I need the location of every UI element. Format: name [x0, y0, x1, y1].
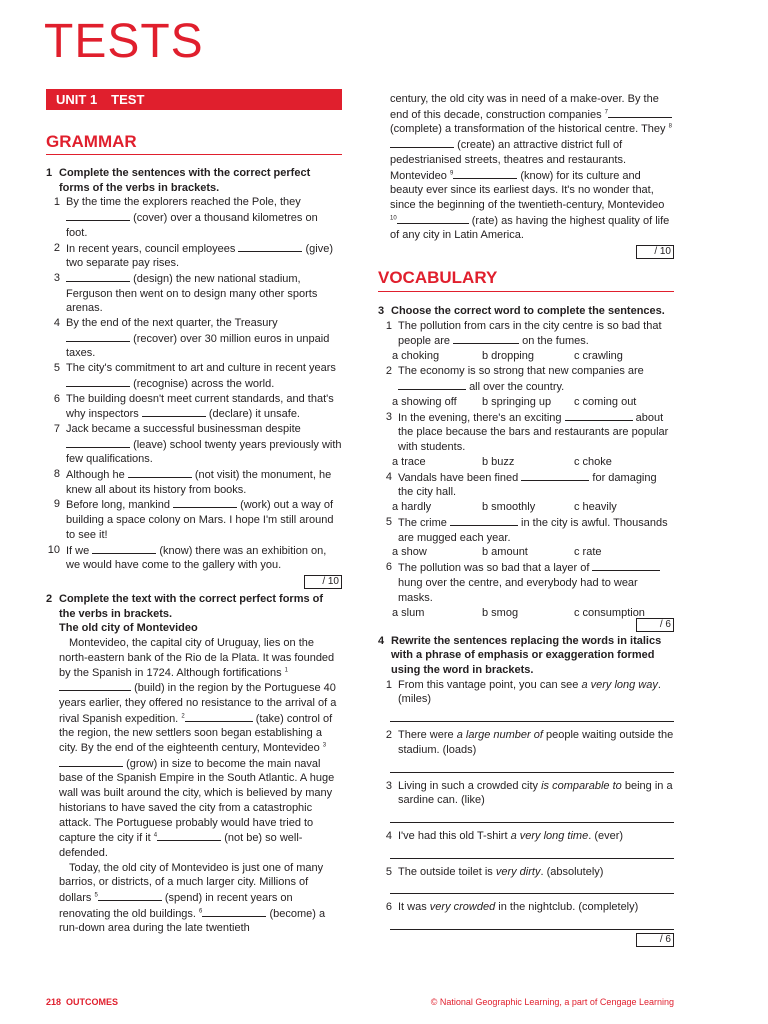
passage-text: (grow) in size to become the main naval base of the Spanish Empire in the South Atlantic. A huge wall was built around the city, which is believed by many historians to have saved the city from a catastrophic attack. The Portuguese probably would have tried to capture the city if it: [59, 757, 335, 845]
item-text: (not visit) the monument, he knew all about its history from books.: [66, 469, 332, 496]
list-item: [46, 316, 342, 361]
question-instruction: Complete the sentences with the correct perfect forms of the verbs in brackets.: [59, 167, 311, 194]
answer-line[interactable]: [390, 915, 674, 930]
blank-number: 8: [668, 123, 672, 130]
list-item: [46, 195, 342, 240]
passage-paragraph: [59, 861, 342, 937]
item-text: Although he: [66, 469, 125, 482]
passage-text: (become) a run-down area during the late twentieth: [59, 907, 326, 935]
left-column: [46, 166, 342, 936]
option-b[interactable]: b dropping: [482, 350, 534, 363]
item-text: (give) two separate pay rises.: [66, 242, 334, 270]
item-number: 4: [53, 317, 60, 330]
blank-number: 5: [94, 892, 98, 899]
item-text: It was: [398, 901, 430, 914]
options-row: [378, 606, 674, 621]
item-text: The pollution from cars in the city centre is so bad that people are: [398, 319, 662, 348]
item-text: . (miles): [398, 678, 661, 706]
question-instruction: Choose the correct word to complete the sentences.: [391, 305, 665, 318]
item-text: (work) out a way of building a space colony on Mars. I hope I'm still around to see it!: [66, 499, 334, 541]
item-text: all over the country.: [469, 380, 565, 393]
question-instruction: Rewrite the sentences replacing the words in italics with a phrase of emphasis or exaggeration formed using the word in brackets.: [391, 634, 662, 676]
option-a[interactable]: a trace: [392, 455, 426, 468]
answer-blank[interactable]: [398, 379, 466, 390]
option-b[interactable]: b smog: [482, 606, 519, 619]
answer-blank[interactable]: [59, 756, 123, 767]
passage-text: (spend) in recent years on renovating the old buildings.: [59, 892, 293, 920]
list-item: [378, 900, 674, 915]
item-number: 3: [385, 410, 392, 423]
item-number: 6: [385, 561, 392, 574]
item-text: Vandals have been fined: [398, 471, 519, 484]
question-1: [46, 166, 342, 195]
list-item: [46, 543, 342, 573]
option-c[interactable]: c heavily: [574, 501, 617, 514]
item-text: hung over the centre, and everybody had to wear masks.: [398, 577, 638, 604]
item-text: about the place because the bars and restaurants are popular with students.: [398, 411, 669, 453]
list-item: [46, 361, 342, 391]
score-box: [378, 932, 674, 947]
question-2: [46, 592, 342, 936]
passage-text: (know) for its culture and beauty ever since its earliest days. It's no wonder that, since the beginning of the twentieth-century, Montevideo: [390, 169, 665, 211]
score-box: [46, 574, 342, 589]
item-text: The building doesn't meet current standards, and that's why inspectors: [66, 392, 334, 421]
answer-line[interactable]: [390, 808, 674, 823]
italic-phrase: very dirty: [495, 865, 541, 878]
item-text: people waiting outside the stadium. (loads): [398, 729, 674, 756]
answer-line[interactable]: [390, 844, 674, 859]
item-number: 1: [385, 319, 392, 332]
item-number: 10: [47, 543, 60, 556]
item-number: 4: [385, 470, 392, 483]
answer-line[interactable]: [390, 758, 674, 773]
answer-blank[interactable]: [66, 210, 130, 221]
page-number: 218: [46, 997, 62, 1007]
item-text: The pollution was so bad that a layer of: [398, 562, 590, 575]
question-instruction: Complete the text with the correct perfect forms of the verbs in brackets.: [59, 592, 324, 620]
passage-text: (build) in the region by the Portuguese 40 years earlier, they offered no resistance to the arrival of a rival Spanish expedition.: [59, 682, 337, 725]
list-item: [378, 560, 674, 605]
options-row: [378, 349, 674, 364]
option-c[interactable]: c consumption: [574, 606, 645, 619]
item-text: (cover) over a thousand kilometres on foot.: [66, 212, 318, 239]
passage-text: (not be) so well-defended.: [59, 832, 303, 859]
item-text: for damaging the city hall.: [398, 471, 657, 499]
item-number: 3: [53, 271, 60, 284]
q1-items: [46, 195, 342, 573]
list-item: [378, 515, 674, 545]
item-number: 1: [53, 196, 60, 209]
answer-line[interactable]: [390, 707, 674, 722]
option-b[interactable]: b buzz: [482, 455, 515, 468]
item-text: The outside toilet is: [398, 865, 496, 878]
item-text: By the end of the next quarter, the Treasury: [66, 317, 278, 330]
blank-number: 7: [604, 109, 608, 116]
question-number: 4: [378, 634, 385, 647]
right-column: [378, 92, 674, 947]
item-text: In the evening, there's an exciting: [398, 411, 562, 424]
item-text: . (absolutely): [540, 865, 604, 878]
passage-text: (complete) a transformation of the historical centre. They: [390, 123, 666, 136]
question-number: 2: [46, 592, 53, 605]
answer-blank[interactable]: [66, 376, 130, 387]
answer-blank[interactable]: [450, 515, 518, 526]
score-value: / 10: [636, 245, 674, 259]
answer-blank[interactable]: [390, 137, 454, 148]
blank-number: 6: [199, 908, 203, 915]
vocabulary-heading: VOCABULARY: [378, 268, 498, 288]
item-number: 5: [385, 516, 392, 529]
item-number: 5: [385, 865, 392, 878]
options-row: [378, 545, 674, 560]
item-text: In recent years, council employees: [66, 242, 236, 255]
option-c[interactable]: c rate: [574, 546, 602, 559]
item-text: (know) there was an exhibition on, we would have come to the gallery with you.: [66, 544, 327, 572]
item-number: 1: [385, 678, 392, 691]
item-text: I've had this old T-shirt: [398, 829, 511, 842]
answer-blank[interactable]: [453, 168, 517, 179]
passage-text: century, the old city was in need of a make-over. By the end of this decade, construction companies: [390, 93, 659, 121]
passage-continued: [378, 92, 674, 243]
answer-blank[interactable]: [142, 406, 206, 417]
item-number: 8: [53, 468, 60, 481]
score-value: / 6: [636, 933, 674, 947]
score-value: / 6: [636, 618, 674, 632]
list-item: [46, 422, 342, 467]
answer-blank[interactable]: [453, 333, 519, 344]
footer: [46, 996, 674, 1008]
list-item: [378, 319, 674, 349]
item-text: in the city is awful. Thousands are mugged each year.: [398, 517, 668, 544]
list-item: [378, 470, 674, 500]
option-a[interactable]: a show: [392, 546, 427, 559]
item-number: 7: [53, 422, 60, 435]
list-item: [46, 392, 342, 422]
item-number: 2: [53, 241, 60, 254]
option-a[interactable]: a choking: [392, 350, 440, 363]
item-text: in the nightclub. (completely): [495, 901, 639, 914]
item-number: 2: [385, 365, 392, 378]
score-box: [378, 244, 674, 259]
answer-blank[interactable]: [565, 410, 633, 421]
page-title: TESTS: [44, 15, 204, 68]
italic-phrase: a large number of: [456, 729, 543, 742]
item-text: being in a sardine can. (like): [398, 779, 673, 807]
item-text: If we: [66, 544, 90, 557]
answer-blank[interactable]: [128, 467, 192, 478]
item-number: 5: [53, 362, 60, 375]
blank-number: 9: [449, 169, 454, 176]
unit-label: UNIT 1: [56, 92, 98, 107]
list-item: [378, 678, 674, 707]
answer-blank[interactable]: [59, 680, 131, 691]
item-text: Living in such a crowded city: [398, 779, 542, 792]
answer-blank[interactable]: [592, 560, 660, 571]
italic-phrase: a very long time: [510, 829, 589, 842]
option-b[interactable]: b amount: [482, 546, 528, 559]
list-item: [378, 410, 674, 455]
grammar-rule: [46, 154, 342, 155]
passage-text: (create) an attractive district full of pedestrianised streets, theatres and restaurants. Montevideo: [390, 139, 627, 182]
option-c[interactable]: c choke: [574, 455, 612, 468]
item-number: 3: [385, 779, 392, 792]
passage-text: Montevideo, the capital city of Uruguay, lies on the north-eastern bank of the Rio de la Plata. It was founded by the Spanish in 1724. Although fortifications: [59, 637, 335, 679]
item-text: on the fumes.: [522, 335, 589, 348]
list-item: [378, 829, 674, 844]
answer-blank[interactable]: [66, 271, 130, 282]
options-row: [378, 395, 674, 410]
option-a[interactable]: a slum: [392, 606, 425, 619]
q4-items: [378, 678, 674, 930]
options-row: [378, 455, 674, 470]
answer-blank[interactable]: [98, 890, 162, 901]
blank-number: 2: [181, 712, 185, 719]
option-b[interactable]: b springing up: [482, 395, 552, 408]
book-title: OUTCOMES: [66, 997, 119, 1007]
passage-text: (take) control of the region, the new settlers soon began establishing a city. By the end of the eighteenth century, Montevideo: [59, 712, 333, 755]
list-item: [378, 728, 674, 757]
item-number: 6: [53, 392, 60, 405]
item-number: 4: [385, 829, 392, 842]
passage-text: (rate) as having the highest quality of life of any city in Latin America.: [390, 214, 670, 242]
answer-blank[interactable]: [185, 711, 253, 722]
item-text: (recognise) across the world.: [133, 377, 275, 390]
answer-blank[interactable]: [608, 107, 672, 118]
blank-number: 4: [153, 832, 158, 839]
item-text: By the time the explorers reached the Pole, they: [66, 196, 301, 209]
answer-blank[interactable]: [92, 543, 156, 554]
item-text: (design) the new national stadium, Ferguson then went on to design many other sports arenas.: [66, 272, 318, 315]
item-text: (declare) it unsafe.: [208, 408, 300, 421]
answer-blank[interactable]: [397, 213, 469, 224]
question-number: 1: [46, 167, 53, 179]
answer-blank[interactable]: [66, 331, 130, 342]
answer-blank[interactable]: [157, 830, 221, 841]
blank-number: 3: [322, 742, 327, 749]
vocabulary-rule: [378, 291, 674, 292]
item-text: . (ever): [588, 829, 624, 842]
option-a[interactable]: a showing off: [392, 395, 457, 408]
answer-blank[interactable]: [238, 241, 302, 252]
text-subtitle: The old city of Montevideo: [59, 622, 198, 635]
list-item: [378, 364, 674, 394]
options-row: [378, 500, 674, 515]
unit-sub: TEST: [111, 92, 145, 107]
list-item: [46, 241, 342, 271]
item-text: (leave) school twenty years previously with few qualifications.: [66, 438, 342, 466]
item-text: From this vantage point, you can see: [398, 678, 582, 691]
item-text: (recover) over 30 million euros in unpaid taxes.: [66, 332, 330, 360]
passage-paragraph: [59, 636, 342, 861]
answer-blank[interactable]: [66, 437, 130, 448]
question-4: [378, 634, 674, 678]
grammar-heading: GRAMMAR: [46, 132, 137, 151]
item-text: Before long, mankind: [66, 499, 170, 512]
item-text: The economy is so strong that new companies are: [398, 365, 644, 378]
q3-items: [378, 319, 674, 621]
italic-phrase: a very long way: [581, 678, 658, 691]
item-text: The crime: [398, 517, 447, 530]
blank-number: 10: [390, 214, 397, 221]
option-c[interactable]: c crawling: [574, 350, 623, 363]
list-item: [378, 779, 674, 808]
blank-number: 1: [284, 666, 289, 673]
unit-banner: [46, 89, 342, 110]
option-c[interactable]: c coming out: [574, 395, 637, 408]
answer-blank[interactable]: [202, 906, 266, 917]
answer-blank[interactable]: [173, 497, 237, 508]
item-text: There were: [398, 729, 457, 742]
list-item: [378, 865, 674, 880]
list-item: [46, 497, 342, 542]
question-number: 3: [378, 305, 385, 318]
item-number: 6: [385, 901, 392, 914]
question-3: [378, 304, 674, 319]
copyright: © National Geographic Learning, a part of Cengage Learning: [430, 997, 674, 1007]
item-text: The city's commitment to art and culture in recent years: [66, 362, 336, 375]
item-text: Jack became a successful businessman despite: [66, 422, 301, 435]
option-b[interactable]: b smoothly: [482, 501, 536, 514]
italic-phrase: very crowded: [429, 901, 496, 914]
passage-text: Today, the old city of Montevideo is just one of many barrios, or districts, of a much larger city. Millions of dollars: [59, 861, 324, 905]
answer-line[interactable]: [390, 879, 674, 894]
item-number: 9: [53, 498, 60, 511]
answer-blank[interactable]: [521, 470, 589, 481]
score-value: / 10: [304, 575, 342, 589]
option-a[interactable]: a hardly: [392, 501, 432, 514]
italic-phrase: is comparable to: [541, 779, 622, 792]
list-item: [46, 271, 342, 316]
item-number: 2: [385, 729, 392, 742]
list-item: [46, 467, 342, 497]
